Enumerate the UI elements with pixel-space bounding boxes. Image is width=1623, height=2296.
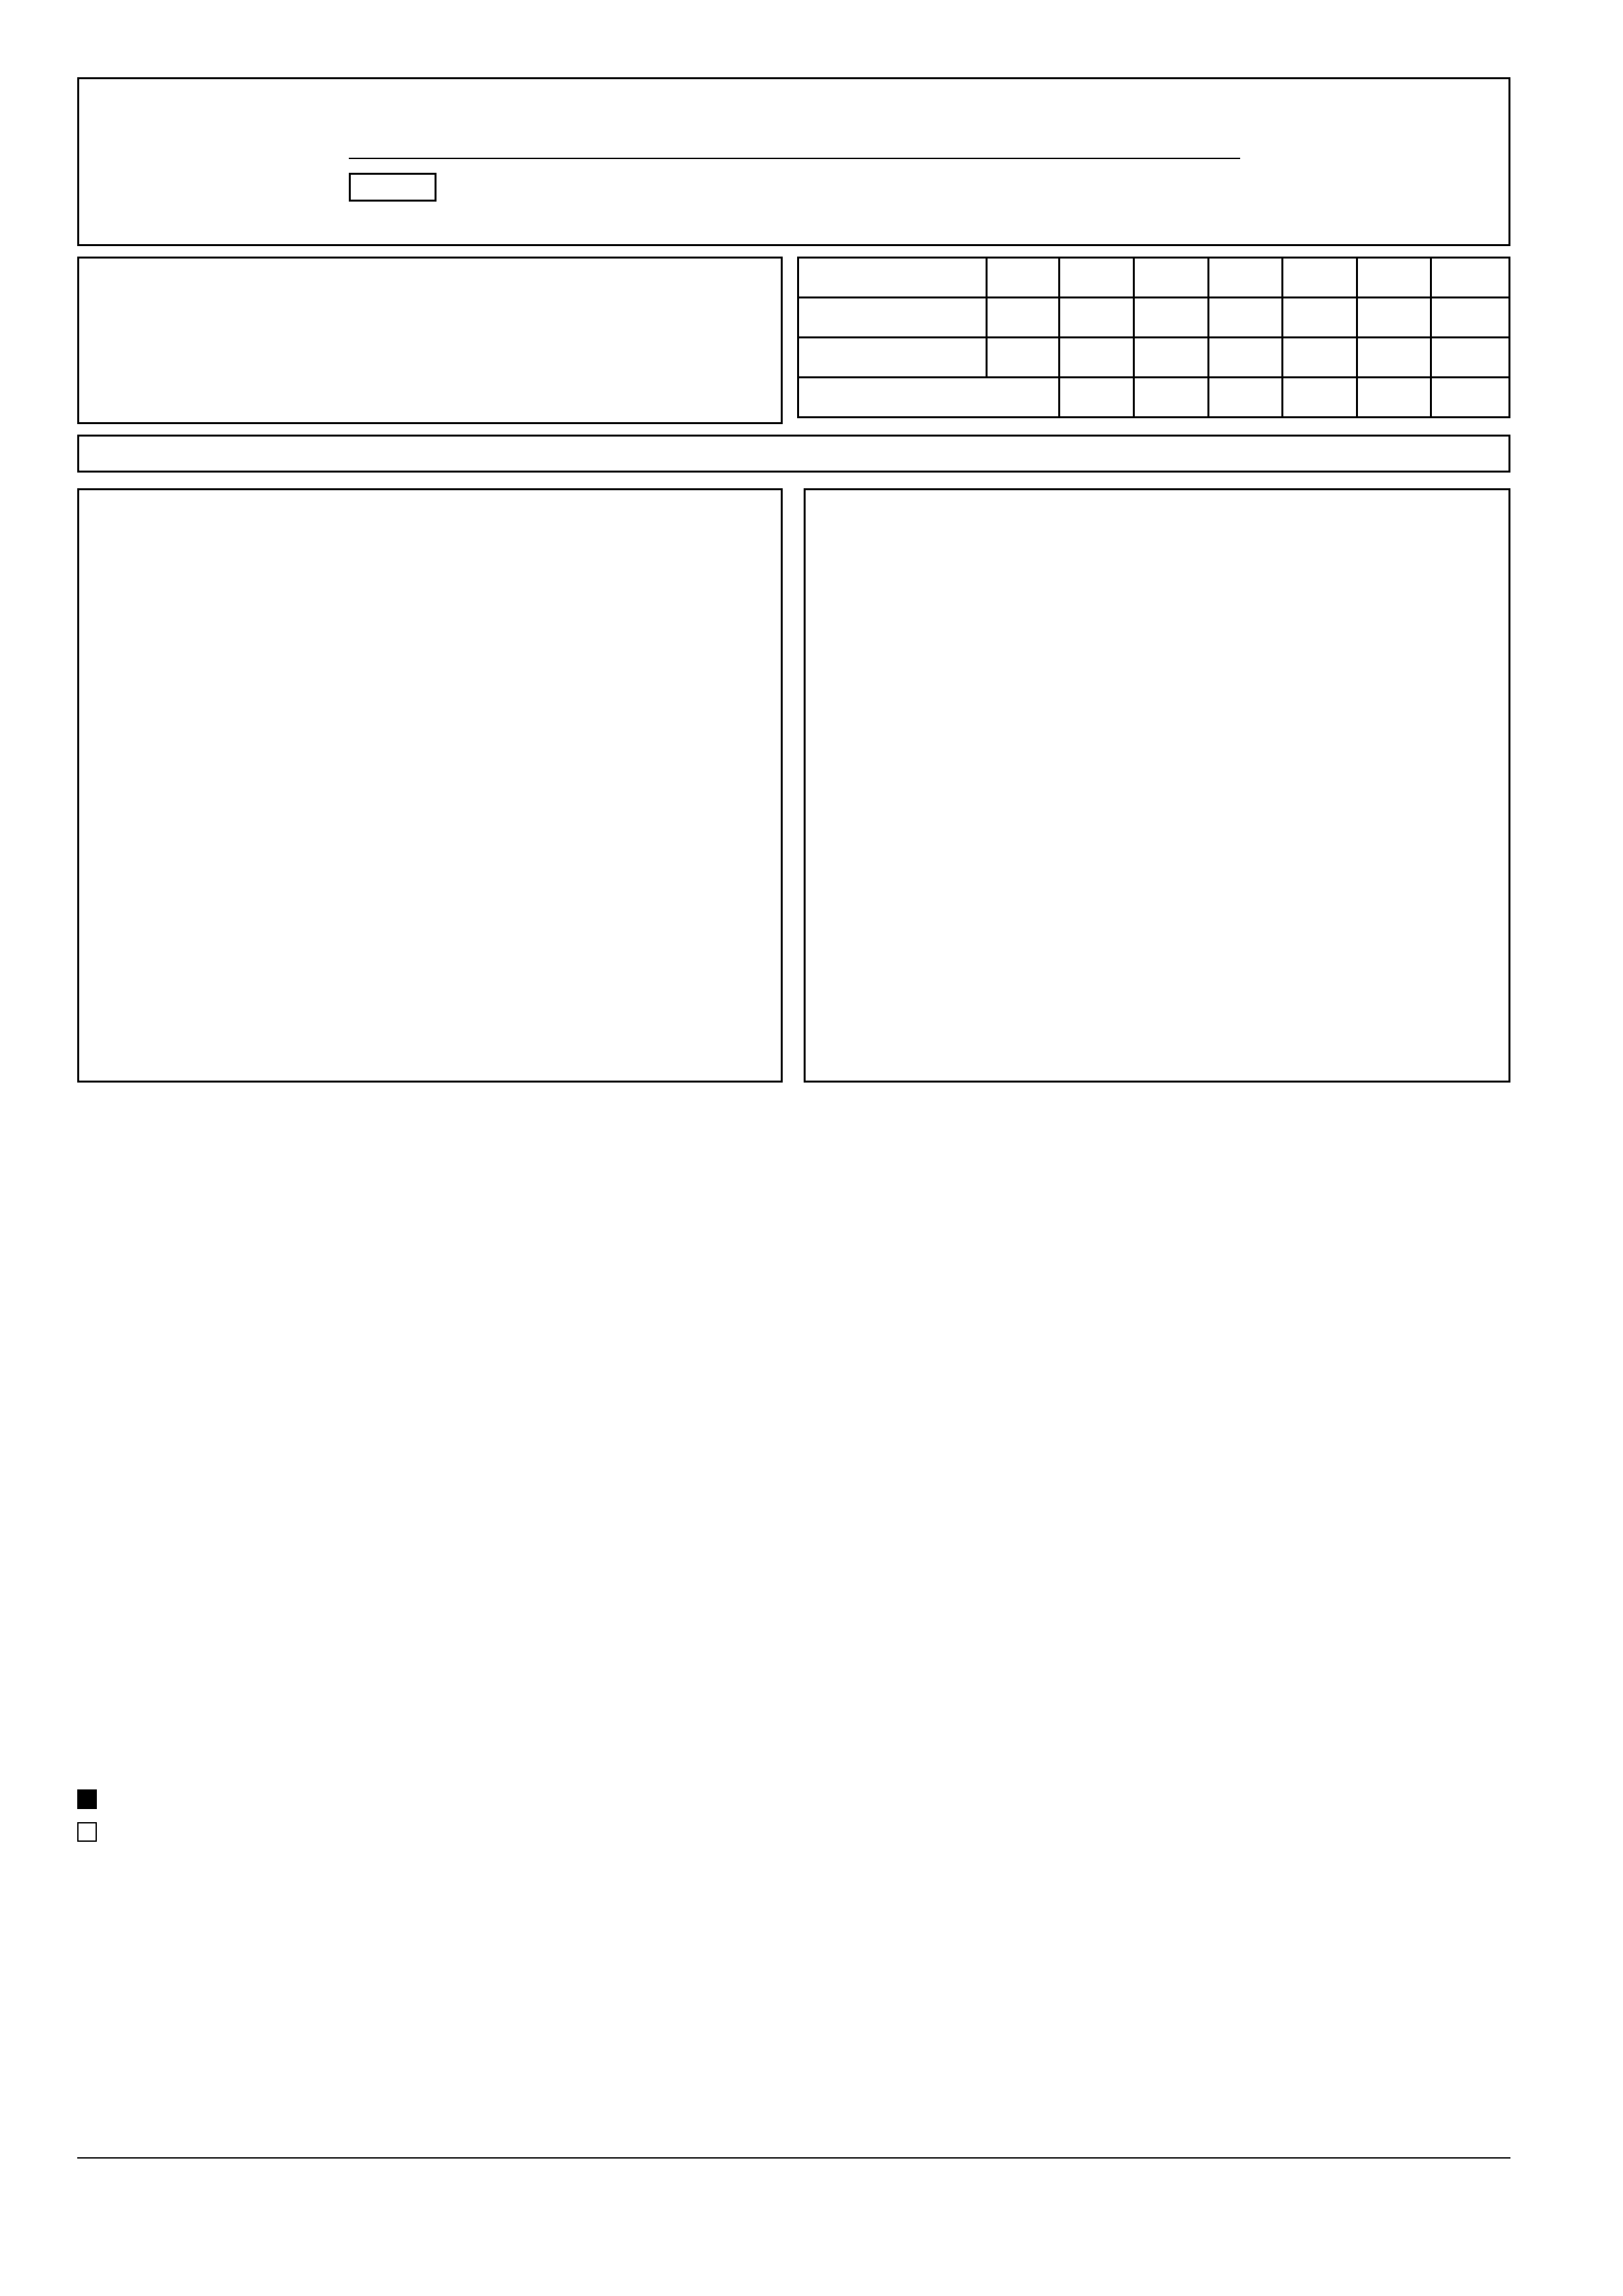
set-duration <box>1208 378 1283 418</box>
team-name <box>798 338 987 378</box>
score-header <box>798 258 987 298</box>
score-header <box>1431 258 1510 298</box>
starting-lineup-swatch <box>77 1789 97 1809</box>
score-header <box>986 258 1060 298</box>
team-name <box>798 298 987 338</box>
header-rule <box>349 158 1240 159</box>
set-score <box>1283 298 1357 338</box>
set-duration <box>1283 378 1357 418</box>
score-header-row <box>798 258 1510 298</box>
score-header <box>1357 258 1431 298</box>
sets-won <box>986 298 1060 338</box>
match-info-box <box>77 257 783 424</box>
set-score <box>1283 338 1357 378</box>
set-score <box>1060 298 1134 338</box>
substitute-swatch <box>77 1822 97 1842</box>
score-header <box>1208 258 1283 298</box>
set-duration <box>1133 378 1208 418</box>
set-score <box>1208 298 1283 338</box>
score-table <box>797 257 1510 418</box>
legend <box>77 1785 1452 1857</box>
set-duration-label <box>798 378 1060 418</box>
set-score <box>1133 298 1208 338</box>
set-score <box>1133 338 1208 378</box>
set-duration <box>1431 378 1510 418</box>
performance-section <box>77 1152 1517 1728</box>
team-b-roster <box>804 488 1510 1083</box>
referees-box <box>77 435 1510 473</box>
team-a-roster <box>77 488 783 1083</box>
total-score <box>1431 338 1510 378</box>
score-header <box>1060 258 1134 298</box>
set-score <box>1208 338 1283 378</box>
score-row-home <box>798 298 1510 338</box>
report-code <box>349 173 437 202</box>
footer-rule <box>77 2157 1510 2159</box>
sets-won <box>986 338 1060 378</box>
set-score <box>1357 338 1431 378</box>
total-score <box>1431 298 1510 338</box>
score-header <box>1133 258 1208 298</box>
set-duration <box>1357 378 1431 418</box>
set-score <box>1357 298 1431 338</box>
set-duration-row <box>798 378 1510 418</box>
set-score <box>1060 338 1134 378</box>
score-row-away <box>798 338 1510 378</box>
set-duration <box>1060 378 1134 418</box>
score-header <box>1283 258 1357 298</box>
header-box <box>77 77 1510 246</box>
